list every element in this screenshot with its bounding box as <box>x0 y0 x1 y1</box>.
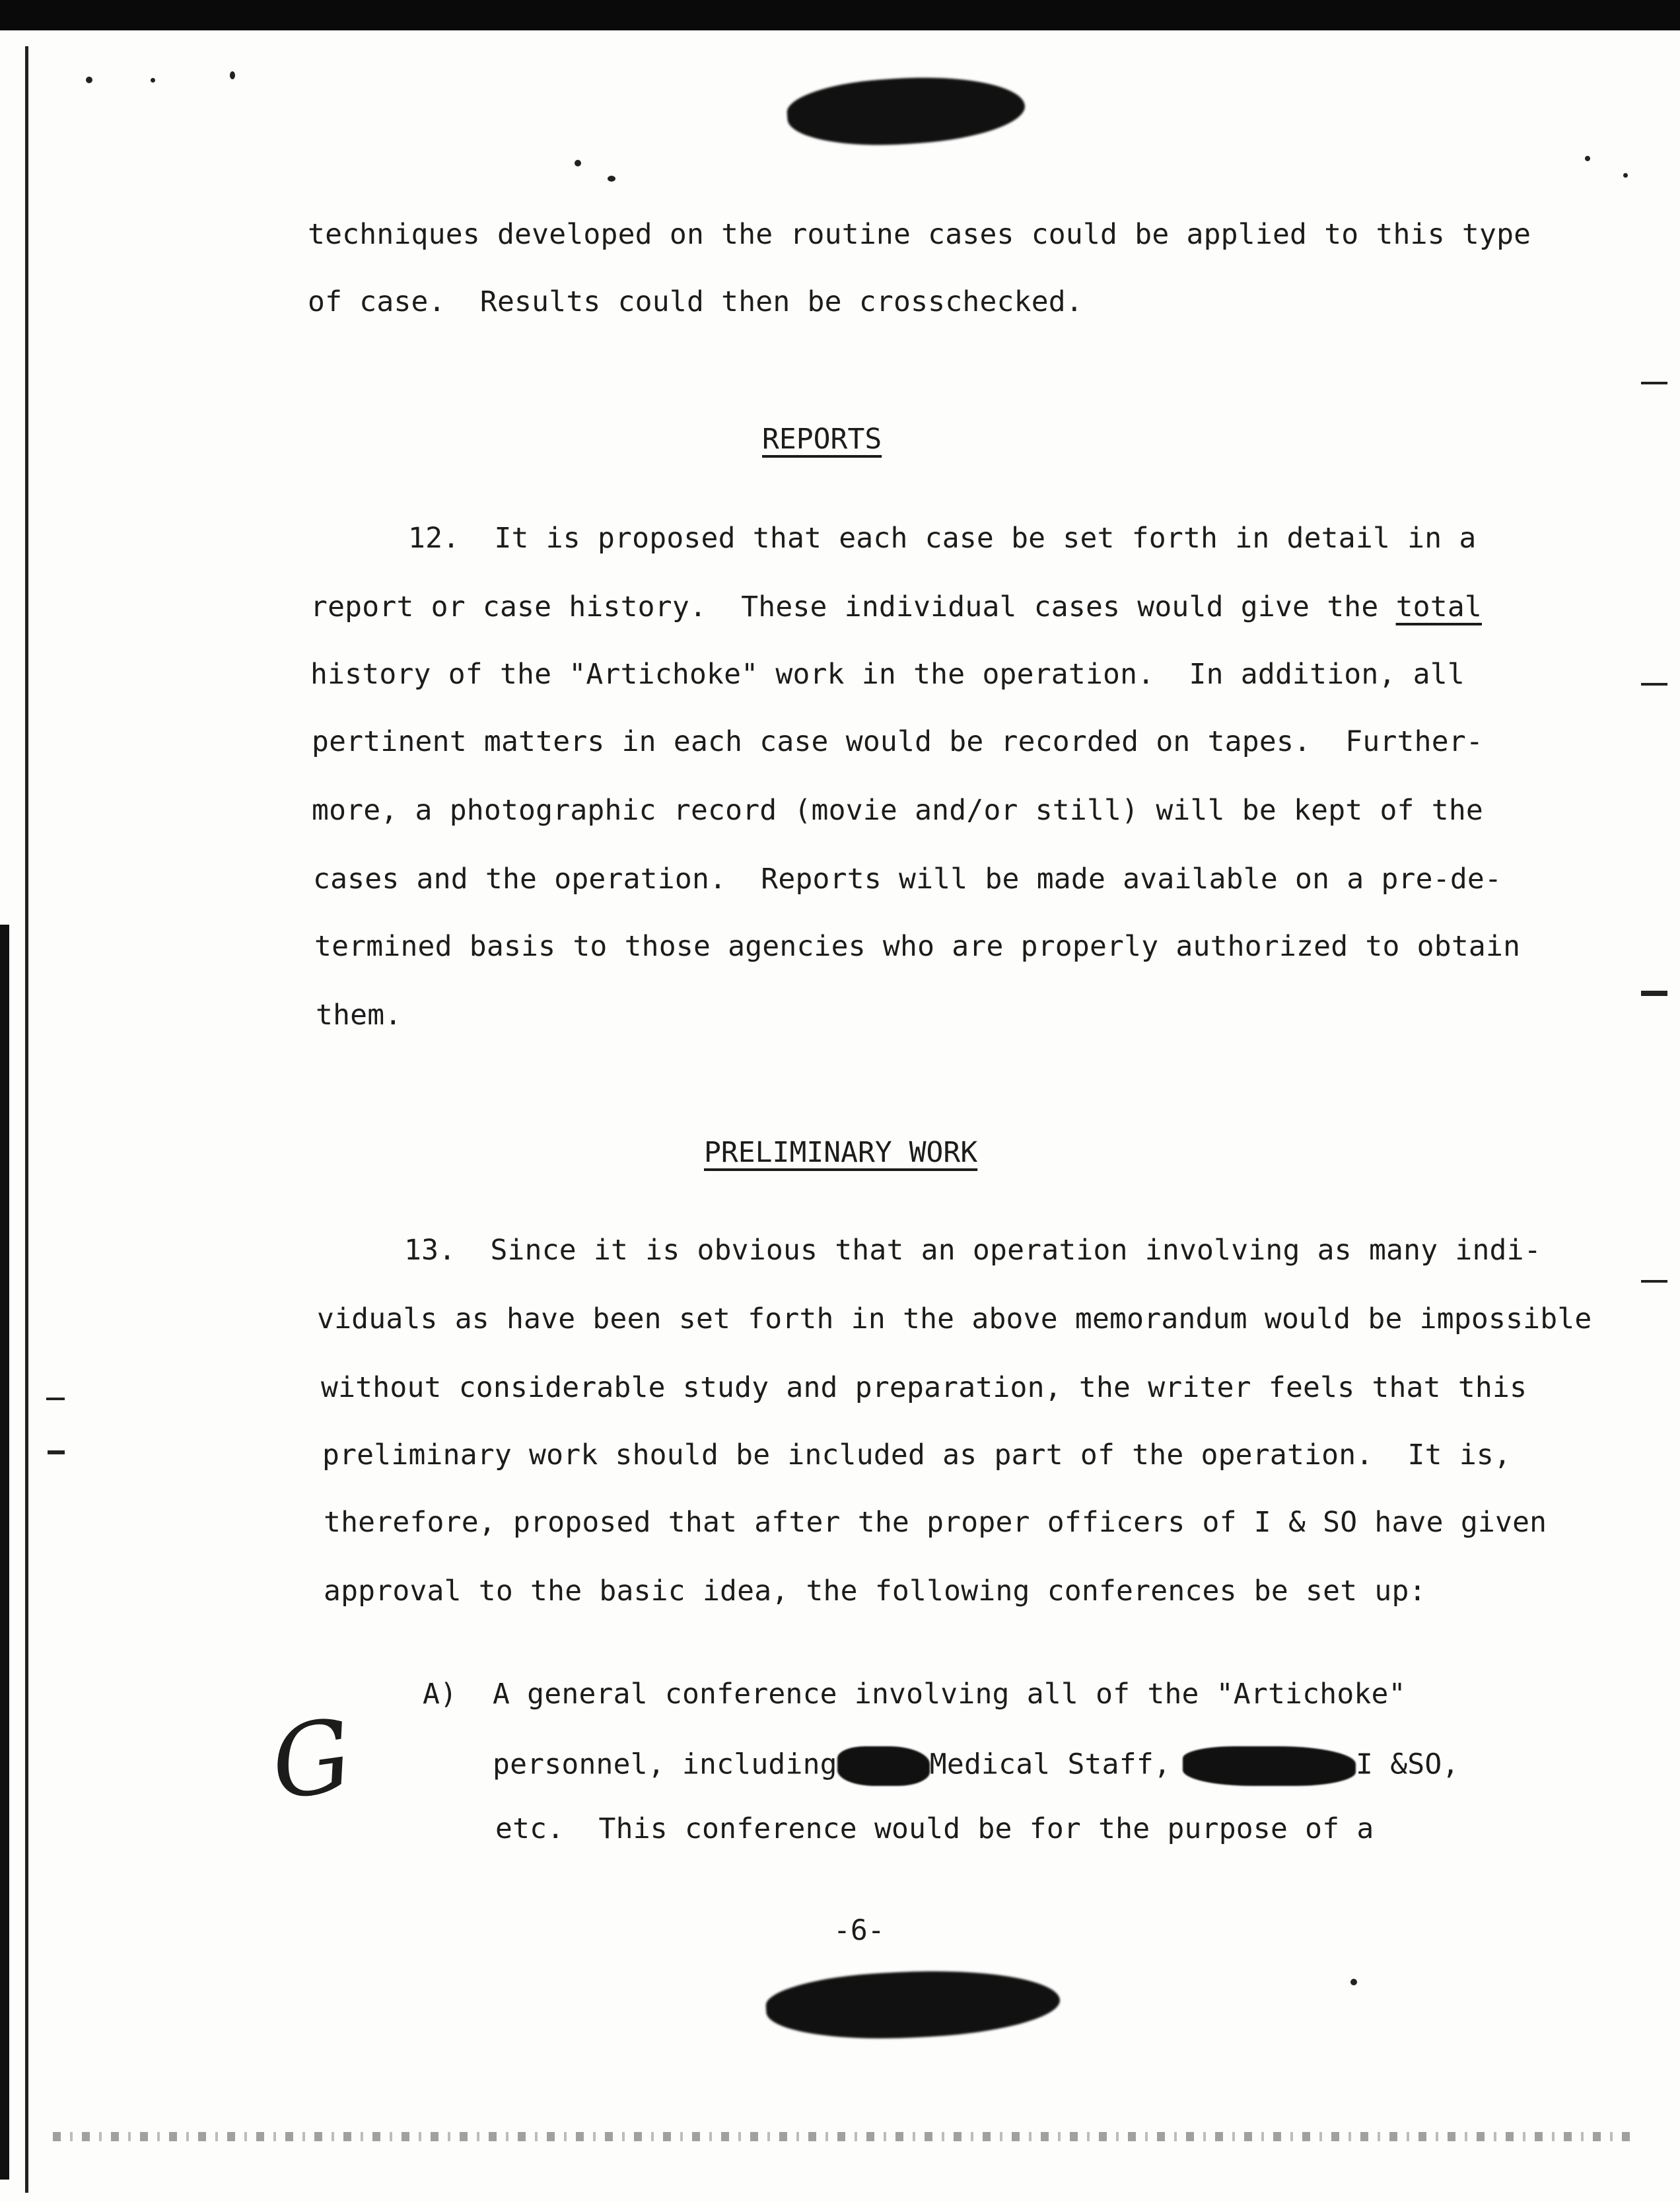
margin-mark <box>1641 382 1667 384</box>
scan-speck <box>151 78 155 83</box>
reports-paragraph-line-8: them. <box>316 999 402 1032</box>
reports-paragraph-line-2 <box>310 590 1483 623</box>
scan-speck <box>86 77 92 83</box>
reports-paragraph-line-7: termined basis to those agencies who are properly authorized to obtain <box>314 930 1521 963</box>
reports-paragraph-line-3: history of the "Artichoke" work in the operation. In addition, all <box>310 658 1465 691</box>
scan-bottom-noise <box>53 2132 1638 2141</box>
margin-mark <box>1641 1280 1667 1283</box>
scan-speck <box>608 176 615 182</box>
scan-speck <box>1585 156 1590 161</box>
page-number: -6- <box>833 1914 885 1947</box>
margin-mark <box>1641 991 1667 996</box>
inline-redaction <box>837 1746 930 1786</box>
preliminary-paragraph-line-3: without considerable study and preparation, the writer feels that this <box>321 1371 1527 1404</box>
list-item-marker: A) <box>423 1678 458 1711</box>
section-heading-preliminary-work: PRELIMINARY WORK <box>704 1136 978 1169</box>
list-item-line-3: etc. This conference would be for the purpose of a <box>495 1812 1374 1845</box>
list-item-line-2-part-3: I &SO, <box>1356 1748 1459 1781</box>
inline-redaction <box>1183 1746 1356 1786</box>
reports-paragraph-line-4: pertinent matters in each case would be recorded on tapes. Further- <box>312 725 1483 758</box>
opening-line-1: techniques developed on the routine cases could be applied to this type <box>308 218 1531 251</box>
reports-paragraph-line-1: 12. It is proposed that each case be set forth in detail in a <box>408 522 1477 555</box>
scan-top-border <box>0 0 1680 30</box>
reports-line-2-text: report or case history. These individual cases would give the <box>310 590 1396 623</box>
list-item-line-2 <box>493 1746 1459 1786</box>
reports-paragraph-line-5: more, a photographic record (movie and/or still) will be kept of the <box>312 794 1483 827</box>
redaction-bottom <box>765 1964 1062 2045</box>
list-item-line-2-part-2: Medical Staff, <box>929 1748 1172 1781</box>
scan-left-border <box>25 46 28 2193</box>
underlined-word-total: total <box>1395 590 1483 623</box>
preliminary-paragraph-line-2: viduals as have been set forth in the above memorandum would be impossible <box>317 1302 1592 1335</box>
preliminary-paragraph-line-4: preliminary work should be included as part of the operation. It is, <box>322 1438 1512 1472</box>
handwritten-initial: G <box>264 1697 359 1823</box>
scan-left-edge-shadow <box>0 925 9 2180</box>
margin-mark <box>1641 683 1667 686</box>
list-item-line-2-part-1: personnel, including <box>493 1748 837 1781</box>
preliminary-paragraph-line-6: approval to the basic idea, the following conferences be set up: <box>324 1575 1426 1608</box>
margin-mark <box>48 1450 65 1454</box>
redaction-top <box>785 70 1027 153</box>
scan-speck <box>575 160 581 166</box>
reports-paragraph-line-6: cases and the operation. Reports will be made available on a pre-de- <box>313 863 1502 896</box>
section-heading-reports: REPORTS <box>762 423 882 456</box>
list-item-line-1: A general conference involving all of the "Artichoke" <box>493 1678 1406 1711</box>
opening-line-2: of case. Results could then be crosschecked. <box>308 285 1083 318</box>
scan-speck <box>1350 1979 1357 1985</box>
scan-speck <box>1623 173 1628 178</box>
scan-speck <box>230 71 235 79</box>
margin-mark <box>46 1398 65 1400</box>
preliminary-paragraph-line-1: 13. Since it is obvious that an operation involving as many indi- <box>404 1234 1541 1267</box>
preliminary-paragraph-line-5: therefore, proposed that after the proper officers of I & SO have given <box>324 1506 1547 1539</box>
